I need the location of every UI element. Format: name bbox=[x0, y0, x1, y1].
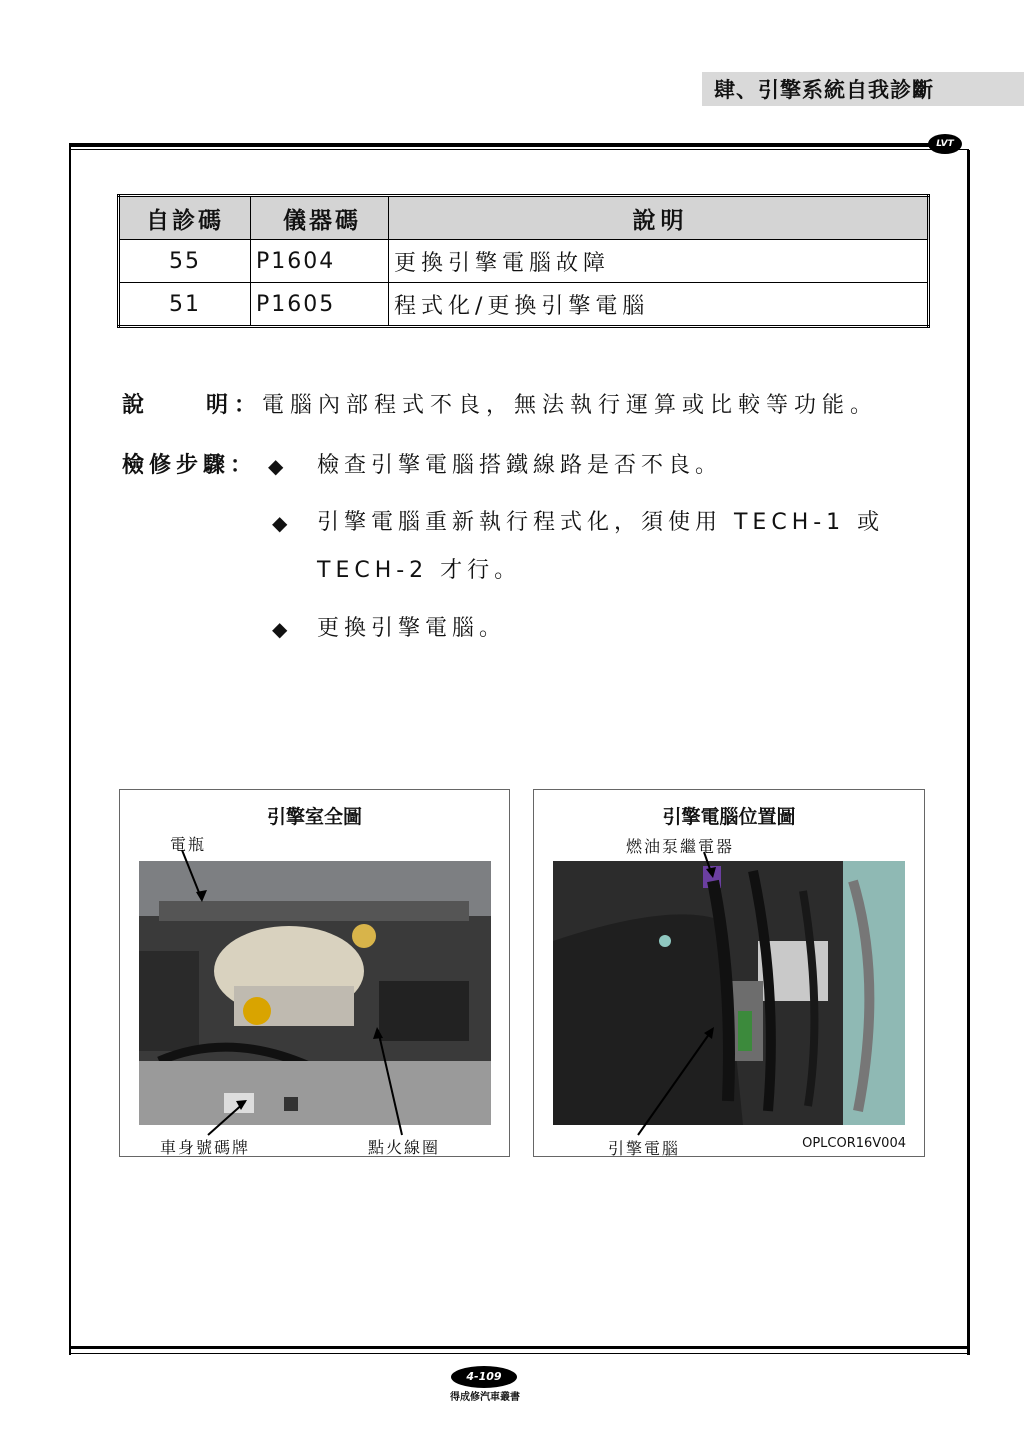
battery-callout: 電瓶 bbox=[170, 835, 207, 854]
bottom-rule bbox=[69, 1346, 970, 1349]
top-rule-thin bbox=[69, 149, 969, 150]
self-diagnosis-code: 51 bbox=[119, 283, 251, 327]
bottom-rule-thin bbox=[69, 1353, 970, 1354]
code-description: 程式化/更換引擎電腦 bbox=[389, 283, 929, 327]
ecm-location-figure bbox=[533, 789, 925, 1157]
diagnostic-code-table bbox=[117, 194, 930, 328]
description-label: 說 明： bbox=[122, 393, 263, 418]
self-diagnosis-code: 55 bbox=[119, 240, 251, 283]
repair-steps-label: 檢修步驟： bbox=[122, 453, 258, 478]
top-rule bbox=[69, 143, 929, 147]
table-row bbox=[119, 240, 929, 283]
header-scan-tool-code: 儀器碼 bbox=[251, 196, 389, 240]
diamond-bullet-icon: ◆ bbox=[272, 617, 288, 641]
scan-tool-code: P1605 bbox=[251, 283, 389, 327]
frame-left-border bbox=[69, 143, 71, 1355]
section-title-tab bbox=[702, 72, 1024, 106]
leader-lines bbox=[120, 790, 511, 1158]
vin-plate-callout: 車身號碼牌 bbox=[160, 1138, 251, 1157]
frame-right-border bbox=[967, 150, 970, 1355]
engine-compartment-figure bbox=[119, 789, 510, 1157]
figure-title: 引擎室全圖 bbox=[266, 806, 362, 828]
section-title: 肆、引擎系統自我診斷 bbox=[714, 78, 934, 102]
publisher-name: 得成修汽車叢書 bbox=[450, 1392, 520, 1403]
header-self-diagnosis-code: 自診碼 bbox=[119, 196, 251, 240]
description-row bbox=[122, 390, 878, 422]
repair-step-2: 引擎電腦重新執行程式化，須使用 TECH-1 或 bbox=[317, 510, 885, 535]
table-row bbox=[119, 283, 929, 327]
repair-step-1: 檢查引擎電腦搭鐵線路是否不良。 bbox=[317, 453, 723, 478]
repair-step-3: 更換引擎電腦。 bbox=[317, 616, 507, 641]
code-description: 更換引擎電腦故障 bbox=[389, 240, 929, 283]
ignition-coil-callout: 點火線圈 bbox=[368, 1138, 441, 1157]
figure-title: 引擎電腦位置圖 bbox=[662, 806, 796, 828]
ecm-callout: 引擎電腦 bbox=[608, 1139, 681, 1158]
table-header-row bbox=[119, 196, 929, 240]
fuel-pump-relay-callout: 燃油泵繼電器 bbox=[626, 837, 735, 856]
repair-step-2-continued: TECH-2 才行。 bbox=[317, 558, 522, 583]
page-number: 4-109 bbox=[451, 1366, 517, 1388]
description-text: 電腦內部程式不良，無法執行運算或比較等功能。 bbox=[262, 393, 879, 418]
brand-logo: LVT bbox=[928, 134, 962, 154]
scan-tool-code: P1604 bbox=[251, 240, 389, 283]
image-reference-code: OPLCOR16V004 bbox=[802, 1136, 906, 1151]
diamond-bullet-icon: ◆ bbox=[268, 454, 284, 478]
leader-lines bbox=[534, 790, 926, 1158]
diamond-bullet-icon: ◆ bbox=[272, 511, 288, 535]
header-description: 說明 bbox=[389, 196, 929, 240]
